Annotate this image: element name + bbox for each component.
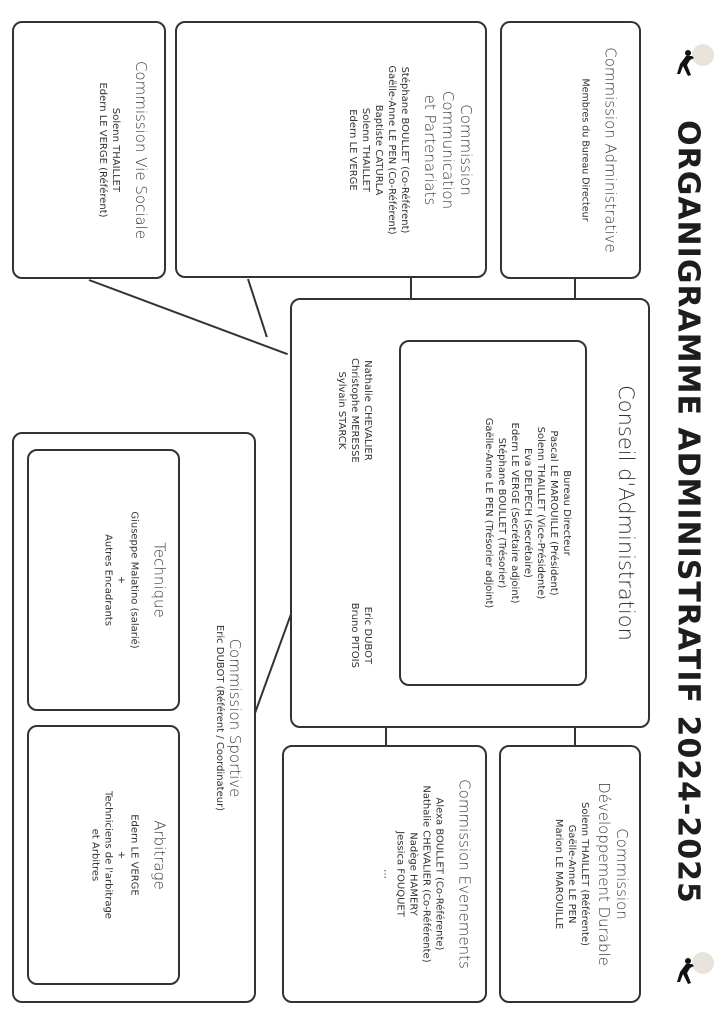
member: Membres du Bureau Directeur <box>579 78 590 222</box>
member: Edern LE VERGE (Référent) <box>97 82 108 218</box>
arbitrage-box <box>27 725 180 985</box>
page-title: ORGANIGRAMME ADMINISTRATIF 2024-2025 <box>670 120 706 904</box>
connector-vie <box>89 279 288 355</box>
technique-title: Technique <box>150 542 168 618</box>
commission-communication-box <box>175 21 487 278</box>
commission-title: Commission Sportive <box>226 638 244 797</box>
commission-administrative-box <box>500 21 641 279</box>
member: Nathalie CHEVALIER (Co-Référente) <box>420 785 431 963</box>
member: Stéphane BOULLET (Trésorier) <box>496 437 507 589</box>
commission-title: Commission Administrative <box>601 47 619 253</box>
member: Eva DELPECH (Secrétaire) <box>522 448 533 578</box>
member: Eric DUBOT <box>362 606 373 665</box>
technique-box <box>27 449 180 711</box>
conseil-members <box>300 340 390 686</box>
member: Solenn THAILLET (Référente) <box>579 802 590 946</box>
arbitrage-line: et Arbitres <box>89 828 100 882</box>
connector-comm <box>410 278 412 298</box>
member: Solenn THAILLET (Vice-Présidente) <box>535 426 546 600</box>
technique-line: + <box>115 575 126 585</box>
member: Alexa BOULLET (Co-Référente) <box>433 797 444 951</box>
commission-evenements-box <box>282 745 487 1003</box>
commission-title-line: Commission <box>613 828 631 920</box>
commission-vie-sociale-box <box>12 21 166 279</box>
member: Nadège HAMERY <box>407 832 418 916</box>
commission-title-line: et Partenariats <box>421 94 439 205</box>
technique-line: Giuseppe Malatino (salarié) <box>128 511 139 649</box>
ball-icon <box>692 952 714 974</box>
commission-title-line: Développement Durable <box>595 782 613 966</box>
member: Gaëlle-Anne LE PEN (Trésorier adjoint) <box>483 417 494 609</box>
connector-admin <box>574 279 576 298</box>
player-icon <box>676 50 694 76</box>
member: Solenn THAILLET <box>360 107 371 192</box>
member: Edern LE VERGE <box>347 108 358 191</box>
member: Marion LE MAROUILLE <box>553 818 564 930</box>
arbitrage-title: Arbitrage <box>150 820 168 890</box>
arbitrage-line: + <box>115 850 126 860</box>
connector-vie-2 <box>247 279 268 338</box>
connector-dev <box>574 727 576 745</box>
club-logo-bottom <box>668 944 714 990</box>
commission-title-line: Communication <box>439 90 457 209</box>
commission-title: Commission Vie Sociale <box>132 60 150 240</box>
member: Solenn THAILLET <box>110 107 121 193</box>
player-icon <box>676 958 694 984</box>
member: Pascal LE MAROUILLE (Président) <box>548 430 559 596</box>
arbitrage-line: Techniciens de l'arbitrage <box>102 791 113 919</box>
ball-icon <box>692 44 714 66</box>
member: Christophe MERESSE <box>349 358 360 463</box>
member: Gaëlle-Anne LE PEN <box>566 824 577 924</box>
club-logo-top <box>668 36 714 82</box>
member: Stéphane BOULLET (Co-Référent) <box>399 66 410 233</box>
commission-title: Commission Evenements <box>455 779 473 969</box>
member: Edern LE VERGE (Secrétaire adjoint) <box>509 422 520 604</box>
member: Baptiste CATURLA <box>373 104 384 195</box>
arbitrage-line: Edern LE VERGE <box>128 814 139 896</box>
member: Jessica FOUQUET <box>394 831 405 917</box>
member: Nathalie CHEVALIER <box>362 360 373 461</box>
member: Bruno PITOIS <box>349 602 360 668</box>
commission-developpement-box <box>499 745 641 1003</box>
commission-title-line: Commission <box>457 103 475 196</box>
commission-lead: Eric DUBOT (Référent / Coordinateur) <box>214 624 225 811</box>
member: … <box>381 869 392 879</box>
conseil-title: Conseil d'Administration <box>614 385 638 641</box>
technique-line: Autres Encadrants <box>102 534 113 626</box>
member: Sylvain STARCK <box>336 371 347 450</box>
bureau-directeur-box <box>399 340 587 686</box>
member: Gaëlle-Anne LE PEN (Co-Référent) <box>386 64 397 235</box>
connector-event <box>385 727 387 745</box>
bureau-title: Bureau Directeur <box>561 470 572 556</box>
